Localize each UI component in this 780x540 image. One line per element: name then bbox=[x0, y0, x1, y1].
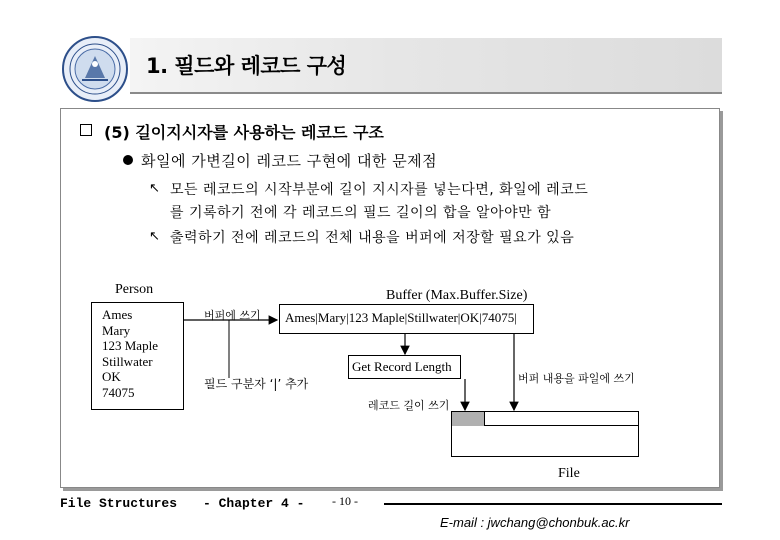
file-label: File bbox=[558, 466, 580, 481]
detail-line: 모든 레코드의 시작부분에 길이 지시자를 넣는다면, 화일에 레코드 bbox=[170, 182, 589, 198]
person-field: 123 Maple bbox=[102, 338, 158, 354]
footer-page-number: - 10 - bbox=[332, 494, 358, 508]
section-heading: (5) 길이지시자를 사용하는 레코드 구조 bbox=[104, 123, 384, 142]
arrow-bullet-icon: ↖ bbox=[149, 229, 160, 244]
footer-rule bbox=[384, 503, 722, 505]
buffer-box: Ames|Mary|123 Maple|Stillwater|OK|74075| bbox=[279, 304, 534, 334]
person-label: Person bbox=[115, 282, 154, 297]
write-buffer-to-file-label: 버퍼 내용을 파일에 쓰기 bbox=[518, 372, 635, 385]
get-record-length-box: Get Record Length bbox=[348, 355, 461, 379]
slide-title: 1. 필드와 레코드 구성 bbox=[146, 54, 347, 78]
field-delimiter-label: 필드 구분자 ‘|’ 추가 bbox=[204, 377, 309, 391]
write-to-buffer-label: 버퍼에 쓰기 bbox=[204, 309, 261, 322]
detail-line: 를 기록하기 전에 각 레코드의 필드 길이의 합을 알아야만 함 bbox=[170, 205, 552, 221]
person-field: Mary bbox=[102, 322, 131, 338]
buffer-label: Buffer (Max.Buffer.Size) bbox=[386, 288, 528, 303]
person-field: 74075 bbox=[102, 384, 135, 400]
footer-chapter: - Chapter 4 - bbox=[203, 496, 305, 511]
write-record-length-label: 레코드 길이 쓰기 bbox=[368, 399, 450, 412]
person-field: Ames bbox=[102, 307, 133, 322]
detail-line: 출력하기 전에 레코드의 전체 내용을 버퍼에 저장할 필요가 있음 bbox=[170, 230, 575, 246]
footer-course: File Structures bbox=[60, 496, 178, 511]
person-record-box bbox=[91, 302, 184, 410]
sub-heading: 화일에 가변길이 레코드 구현에 대한 문제점 bbox=[141, 152, 438, 170]
person-field: OK bbox=[102, 369, 121, 385]
person-field: Stillwater bbox=[102, 353, 153, 369]
arrow-bullet-icon: ↖ bbox=[149, 181, 160, 196]
footer-email: E-mail : jwchang@chonbuk.ac.kr bbox=[440, 515, 630, 530]
file-length-field bbox=[452, 412, 485, 426]
